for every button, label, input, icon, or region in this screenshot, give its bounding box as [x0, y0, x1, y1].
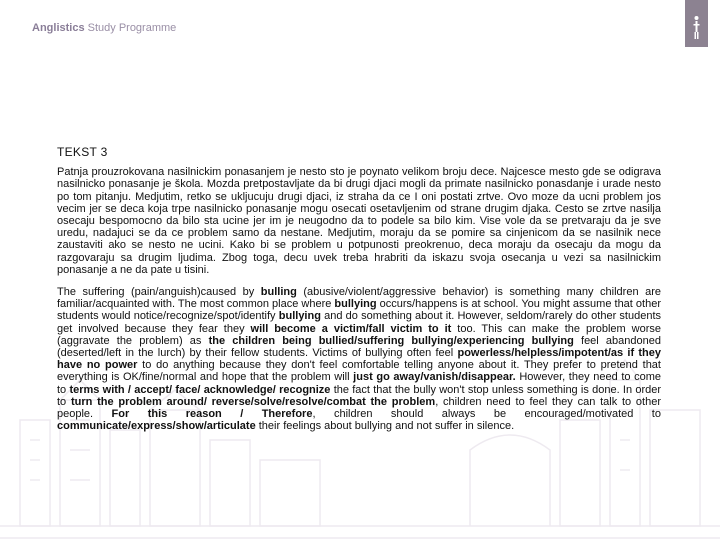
highlighted-phrase: powerless/helpless/impotent/as if they have no power [57, 347, 661, 372]
highlighted-phrase: will become a victim/fall victim to it [250, 322, 452, 335]
document-title: TEKST 3 [57, 145, 108, 159]
document-body [57, 146, 661, 432]
english-paragraph [57, 286, 661, 432]
text-run: occurs/happens is at school. You might assume that other students would notice/recognize/spot/identify [57, 298, 661, 323]
text-run: the fact that the bully won't stop unless something is done. In order to [57, 383, 662, 408]
text-run: their feelings about bullying and not suffer in silence. [255, 420, 515, 433]
highlighted-phrase: bulling [260, 286, 297, 299]
highlighted-phrase: terms with / accept/ face/ acknowledge/ recognize [69, 383, 331, 396]
text-run: However, they need to come to [57, 371, 662, 396]
text-run: to do anything because they don't feel comfortable telling anyone about it. They prefer to pretend that everything is OK/fine/normal and hope that the problem will [57, 359, 661, 384]
text-run: , children should always be encouraged/motivated to [312, 408, 661, 421]
text-run: too. This can make the problem worse (aggravate the problem) as [57, 322, 661, 347]
highlighted-phrase: the children being bullied/suffering bullying/experiencing bullying [208, 334, 574, 347]
highlighted-phrase: just go away/vanish/disappear. [353, 371, 516, 384]
figure-icon [685, 0, 708, 47]
highlighted-phrase: bullying [334, 298, 377, 311]
highlighted-phrase: For this reason / Therefore [111, 408, 313, 421]
text-run: The suffering (pain/anguish)caused by [57, 286, 261, 299]
header-brand: Anglistics [32, 22, 85, 34]
text-run: and do something about it. However, seldom/rarely do other students get involved because they fear they [57, 310, 662, 335]
corner-logo-tab [685, 0, 708, 47]
highlighted-phrase: turn the problem around/ reverse/solve/resolve/combat the problem [70, 395, 436, 408]
header-subtitle: Study Programme [84, 22, 177, 34]
highlighted-phrase: communicate/express/show/articulate [57, 420, 256, 433]
serbian-paragraph: Patnja prouzrokovana nasilnickim ponasanjem je nesto sto je poynato velikom broju dece. Najcesce mesto gde se odigrava nasilnicko ponasanje je škola. Mozda pretpostavljate da bi drugi djaci mogli da primate nasilnicko ponasdanje i urade nesto po tom pitanju. Medjutim, retko se ukljucuju drugi djaci, iz straha da ce I oni postati zrtve. Ovo moze da ucni problem jos vecim jer se deca koja trpe nasilnicko ponasanje mogu osecati osetavljenim od strane drugim djaka. Cesto se zrtve nasilja osecaju bespomocno da bilo sta ucine jer im je neugodno da to podele sa bilo kim. Vise vole da se pretvaraju da je sve uredu, nadajuci se da ce problem samo da nestane. Medjutim, moraju da se pomire sa cinjenicom da se nasilnik nece zaustaviti ako se nesto ne ucini. Kako bi se problem u potpunosti preokrenuo, deca moraju da osecaju da mogu da razgovaraju sa drugim ljudima. Zbog toga, decu uvek treba hrabriti da iskazu svoja osecanja u vezi sa nasilnickim ponasanje a ne da pate u tisini. [57, 166, 661, 276]
text-run: feel abandoned (deserted/left in the lurch) by their fellow students. Victims of bullying often feel [57, 334, 661, 360]
header [32, 22, 176, 34]
highlighted-phrase: bullying [278, 310, 321, 323]
text-run: , children need to feel they can talk to other people. [57, 395, 661, 421]
text-run: (abusive/violent/aggressive behavior) is something many children are familiar/acquainted with. The most common place where [57, 286, 661, 311]
